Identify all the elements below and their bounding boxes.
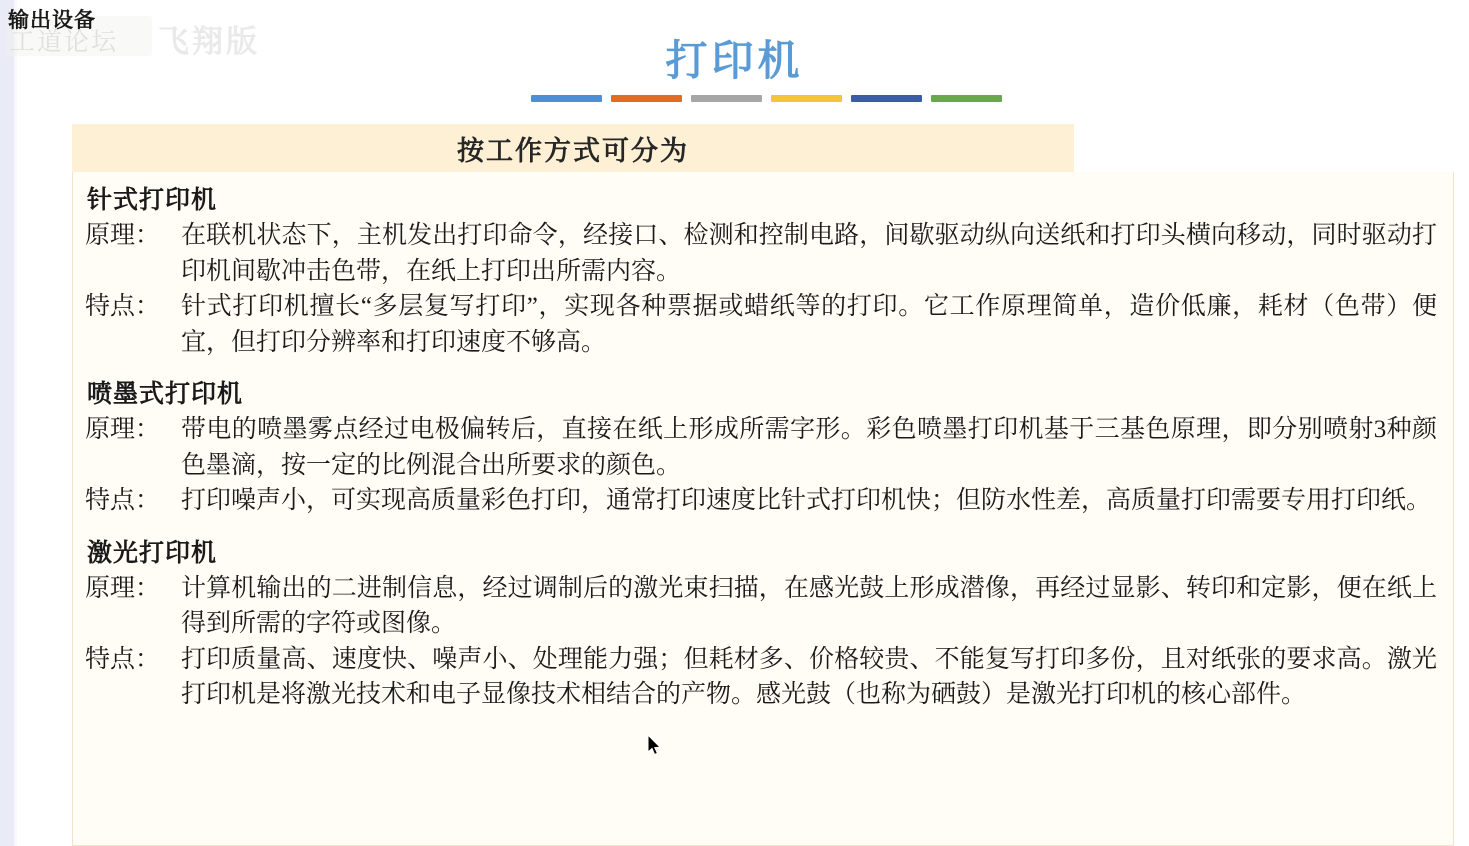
row-label: 原理： [85,416,161,443]
subtitle-band [72,124,1074,172]
subtitle-text: 按工作方式可分为 [457,135,689,166]
page-title: 打印机 [665,37,804,84]
section-row [85,218,1437,289]
row-text: 打印质量高、速度快、噪声小、处理能力强；但耗材多、价格较贵、不能复写打印多份，且对纸张的要求高。激光打印机是将激光技术和电子显像技术相结合的产物。感光鼓（也称为硒鼓）是激光打印机的核心部件。 [181,645,1437,708]
underline-bar-6 [931,95,1002,102]
corner-label: 输出设备 [8,9,96,32]
row-label: 特点： [85,487,161,514]
section-row [85,642,1437,713]
row-label: 特点： [85,293,161,320]
row-label: 特点： [85,645,161,673]
section-inkjet-printer [85,374,1437,519]
section-row [85,571,1437,642]
section-heading: 激光打印机 [87,538,218,567]
underline-bar-4 [771,95,842,102]
section-heading: 针式打印机 [87,186,218,214]
row-text: 在联机状态下，主机发出打印命令，经接口、检测和控制电路，间歇驱动纵向送纸和打印头横向移动，同时驱动打印机间歇冲击色带，在纸上打印出所需内容。 [181,222,1437,285]
row-text: 针式打印机擅长“多层复写打印”，实现各种票据或蜡纸等的打印。它工作原理简单，造价低廉，耗材（色带）便宜，但打印分辨率和打印速度不够高。 [181,293,1437,356]
section-heading: 喷墨式打印机 [87,380,244,408]
section-laser-printer [85,533,1437,713]
title-underline-bars [531,95,1015,104]
section-row [85,412,1437,483]
watermark-text: 工道论坛 [10,28,119,56]
section-row [85,483,1437,519]
row-text: 打印噪声小，可实现高质量彩色打印，通常打印速度比针式打印机快；但防水性差，高质量打印需要专用打印纸。 [181,487,1432,514]
row-label: 原理： [85,574,161,602]
underline-bar-1 [531,95,602,102]
underline-bar-5 [851,95,922,102]
left-decorative-band-inner [14,0,17,846]
watermark-text-secondary: 飞翔版 [158,24,260,59]
section-row [85,289,1437,360]
row-text: 带电的喷墨雾点经过电极偏转后，直接在纸上形成所需字形。彩色喷墨打印机基于三基色原理，即分别喷射3种颜色墨滴，按一定的比例混合出所要求的颜色。 [181,416,1437,479]
row-label: 原理： [85,222,161,249]
left-decorative-band [0,0,14,846]
section-dot-matrix-printer [85,180,1437,360]
underline-bar-3 [691,95,762,102]
underline-bar-2 [611,95,682,102]
content-body [72,172,1454,846]
row-text: 计算机输出的二进制信息，经过调制后的激光束扫描，在感光鼓上形成潜像，再经过显影、转印和定影，便在纸上得到所需的字符或图像。 [181,574,1437,637]
